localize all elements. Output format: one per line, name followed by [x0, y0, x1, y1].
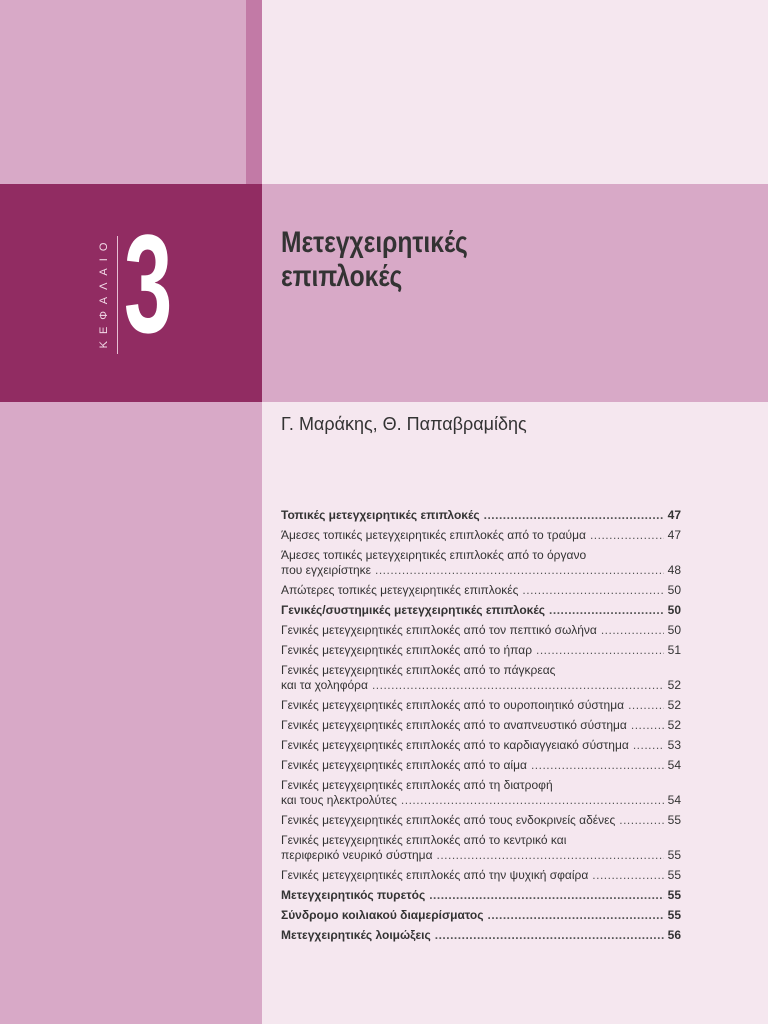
table-of-contents	[281, 508, 681, 948]
toc-row	[281, 678, 681, 693]
toc-leader-dots	[531, 758, 664, 773]
toc-entry-text: Μετεγχειρητικός πυρετός	[281, 888, 426, 902]
toc-entry-text: Γενικές μετεγχειρητικές επιπλοκές από τους ενδοκρινείς αδένες	[281, 813, 616, 827]
toc-page-number: 48	[667, 563, 681, 577]
toc-entry-text: Γενικές μετεγχειρητικές επιπλοκές από τον πεπτικό σωλήνα	[281, 623, 597, 637]
toc-entry-text: Σύνδρομο κοιλιακού διαμερίσματος	[281, 908, 484, 922]
toc-page-number: 47	[667, 508, 681, 522]
toc-leader-dots	[437, 848, 664, 863]
toc-entry	[281, 623, 681, 638]
toc-page-number: 50	[667, 603, 681, 617]
chapter-title	[281, 226, 681, 294]
toc-row	[281, 603, 681, 618]
toc-leader-dots	[549, 603, 664, 618]
toc-entry-text: και τα χοληφόρα	[281, 678, 368, 692]
toc-row	[281, 868, 681, 883]
toc-page-number: 50	[667, 623, 681, 637]
toc-entry-text: που εγχειρίστηκε	[281, 563, 372, 577]
toc-entry	[281, 718, 681, 733]
toc-entry-text: Γενικές μετεγχειρητικές επιπλοκές από το ήπαρ	[281, 643, 533, 657]
toc-row	[281, 718, 681, 733]
chapter-title-line-1: Μετεγχειρητικές	[281, 226, 468, 259]
toc-row	[281, 738, 681, 753]
toc-row	[281, 758, 681, 773]
toc-entry-text: Γενικές μετεγχειρητικές επιπλοκές από το κεντρικό και	[281, 833, 567, 847]
toc-entry	[281, 868, 681, 883]
toc-row	[281, 623, 681, 638]
toc-entry	[281, 928, 681, 943]
toc-page-number: 55	[667, 813, 681, 827]
top-stripe	[246, 0, 262, 184]
toc-entry	[281, 508, 681, 523]
toc-leader-dots	[429, 888, 663, 903]
toc-entry	[281, 583, 681, 598]
toc-leader-dots	[401, 793, 664, 808]
toc-row	[281, 888, 681, 903]
toc-entry-text: Γενικές/συστημικές μετεγχειρητικές επιπλοκές	[281, 603, 546, 617]
toc-row	[281, 848, 681, 863]
toc-leader-dots	[435, 928, 664, 943]
toc-entry-text: Γενικές μετεγχειρητικές επιπλοκές από την ψυχική σφαίρα	[281, 868, 589, 882]
toc-entry-text: περιφερικό νευρικό σύστημα	[281, 848, 433, 862]
toc-page-number: 56	[667, 928, 681, 942]
chapter-number: 3	[124, 205, 173, 362]
toc-entry	[281, 528, 681, 543]
toc-page-number: 52	[667, 678, 681, 692]
toc-entry-text: και τους ηλεκτρολύτες	[281, 793, 397, 807]
toc-leader-dots	[372, 678, 664, 693]
toc-leader-dots	[601, 623, 664, 638]
top-left-band	[0, 0, 246, 184]
toc-page-number: 51	[667, 643, 681, 657]
toc-leader-dots	[536, 643, 664, 658]
toc-row	[281, 643, 681, 658]
toc-row	[281, 508, 681, 523]
toc-entry	[281, 603, 681, 618]
toc-row	[281, 528, 681, 543]
top-right-band	[262, 0, 768, 184]
chapter-divider	[117, 236, 118, 354]
toc-entry-text: Γενικές μετεγχειρητικές επιπλοκές από το ουροποιητικό σύστημα	[281, 698, 625, 712]
toc-entry-text: Γενικές μετεγχειρητικές επιπλοκές από τη διατροφή	[281, 778, 553, 792]
toc-page-number: 55	[667, 868, 681, 882]
toc-leader-dots	[484, 508, 664, 523]
toc-page-number: 52	[667, 698, 681, 712]
toc-row	[281, 698, 681, 713]
toc-leader-dots	[631, 718, 664, 733]
chapter-title-line-2: επιπλοκές	[281, 260, 403, 293]
toc-entry-text: Άμεσες τοπικές μετεγχειρητικές επιπλοκές από το τραύμα	[281, 528, 586, 542]
toc-page-number: 54	[667, 758, 681, 772]
toc-entry	[281, 888, 681, 903]
toc-entry	[281, 643, 681, 658]
toc-leader-dots	[487, 908, 663, 923]
toc-entry	[281, 738, 681, 753]
toc-entry	[281, 813, 681, 828]
toc-entry	[281, 778, 681, 808]
toc-entry-text: Μετεγχειρητικές λοιμώξεις	[281, 928, 431, 942]
toc-entry	[281, 908, 681, 923]
toc-row	[281, 583, 681, 598]
left-column-band	[0, 402, 262, 1024]
toc-entry-text: Τοπικές μετεγχειρητικές επιπλοκές	[281, 508, 480, 522]
toc-page-number: 55	[667, 888, 681, 902]
toc-row	[281, 928, 681, 943]
toc-entry-text: Γενικές μετεγχειρητικές επιπλοκές από το αίμα	[281, 758, 527, 772]
toc-leader-dots	[590, 528, 664, 543]
toc-entry-text: Απώτερες τοπικές μετεγχειρητικές επιπλοκές	[281, 583, 519, 597]
toc-row	[281, 813, 681, 828]
toc-row	[281, 908, 681, 923]
toc-entry-text: Γενικές μετεγχειρητικές επιπλοκές από το καρδιαγγειακό σύστημα	[281, 738, 629, 752]
toc-entry	[281, 663, 681, 693]
toc-entry	[281, 548, 681, 578]
toc-entry	[281, 698, 681, 713]
toc-entry-text: Γενικές μετεγχειρητικές επιπλοκές από το αναπνευστικό σύστημα	[281, 718, 627, 732]
toc-entry-text: Άμεσες τοπικές μετεγχειρητικές επιπλοκές από το όργανο	[281, 548, 587, 562]
toc-entry	[281, 833, 681, 863]
toc-page-number: 50	[667, 583, 681, 597]
toc-leader-dots	[375, 563, 664, 578]
toc-entry-text: Γενικές μετεγχειρητικές επιπλοκές από το πάγκρεας	[281, 663, 556, 677]
toc-page-number: 55	[667, 848, 681, 862]
chapter-label: ΚΕΦΑΛΑΙΟ	[98, 235, 110, 349]
toc-page-number: 52	[667, 718, 681, 732]
toc-leader-dots	[633, 738, 664, 753]
toc-leader-dots	[628, 698, 664, 713]
toc-page-number: 54	[667, 793, 681, 807]
toc-leader-dots	[522, 583, 663, 598]
toc-row	[281, 563, 681, 578]
toc-row	[281, 793, 681, 808]
authors: Γ. Μαράκης, Θ. Παπαβραμίδης	[281, 414, 527, 434]
toc-leader-dots	[619, 813, 663, 828]
toc-page-number: 47	[667, 528, 681, 542]
toc-leader-dots	[592, 868, 663, 883]
toc-entry	[281, 758, 681, 773]
toc-page-number: 55	[667, 908, 681, 922]
toc-page-number: 53	[667, 738, 681, 752]
